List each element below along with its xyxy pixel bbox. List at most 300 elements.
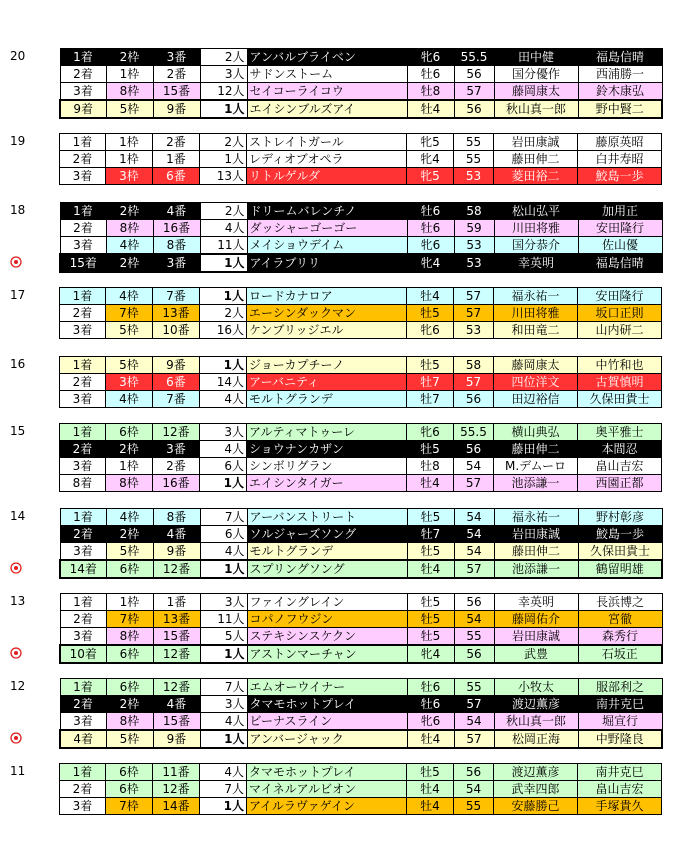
race-year-label: 19 — [10, 134, 26, 148]
sex-age-cell: 牡5 — [407, 305, 454, 322]
weight-cell: 56 — [454, 594, 494, 611]
sex-age-cell: 牝6 — [407, 424, 454, 441]
jockey-cell: 国分優作 — [494, 66, 578, 83]
gate-cell: 2枠 — [106, 696, 153, 713]
weight-cell: 54 — [454, 509, 494, 526]
trainer-cell: 藤原英昭 — [578, 134, 662, 151]
trainer-cell: 久保田貴士 — [578, 543, 662, 561]
weight-cell: 57 — [454, 475, 494, 492]
finish-cell: 10着 — [60, 645, 106, 663]
popularity-cell: 14人 — [200, 374, 247, 391]
weight-cell: 53 — [454, 254, 494, 272]
finish-cell: 2着 — [60, 66, 106, 83]
race-result-table — [59, 356, 662, 408]
finish-cell: 4着 — [60, 730, 106, 748]
jockey-cell: 池添謙一 — [494, 475, 578, 492]
gate-cell: 2枠 — [106, 203, 153, 220]
sex-age-cell: 牡5 — [407, 594, 454, 611]
race-year-label: 14 — [10, 509, 26, 523]
number-cell: 12番 — [153, 679, 200, 696]
gate-cell: 5枠 — [106, 357, 153, 374]
jockey-cell: 川田将雅 — [494, 220, 578, 237]
table-row — [60, 391, 662, 408]
sex-age-cell: 牝6 — [407, 237, 454, 255]
weight-cell: 57 — [454, 696, 494, 713]
finish-cell: 14着 — [60, 560, 106, 578]
popularity-cell: 1人 — [200, 645, 247, 663]
jockey-cell: 安藤勝己 — [494, 798, 578, 815]
number-cell: 3番 — [153, 49, 200, 66]
jockey-cell: 田中健 — [494, 49, 578, 66]
horse-cell: エイシンブルズアイ — [247, 100, 407, 118]
gate-cell: 2枠 — [106, 49, 153, 66]
number-cell: 2番 — [153, 458, 200, 475]
popularity-cell: 1人 — [200, 100, 247, 118]
weight-cell: 55 — [454, 798, 494, 815]
number-cell: 16番 — [153, 220, 200, 237]
race-result-table — [59, 678, 663, 749]
table-row — [60, 357, 662, 374]
weight-cell: 54 — [454, 611, 494, 628]
finish-cell: 1着 — [60, 509, 106, 526]
popularity-cell: 13人 — [200, 168, 247, 185]
horse-cell: セイコーライコウ — [247, 83, 407, 101]
trainer-cell: 鈴木康弘 — [578, 83, 662, 101]
trainer-cell: 安田隆行 — [578, 288, 662, 305]
table-row — [60, 781, 662, 798]
finish-cell: 3着 — [60, 628, 106, 646]
sex-age-cell: 牝4 — [407, 645, 454, 663]
weight-cell: 57 — [454, 374, 494, 391]
horse-cell: アイルラヴァゲイン — [247, 798, 407, 815]
jockey-cell: 松岡正海 — [494, 730, 578, 748]
jockey-cell: 藤岡康太 — [494, 357, 578, 374]
popularity-cell: 7人 — [200, 679, 247, 696]
number-cell: 2番 — [153, 134, 200, 151]
finish-cell: 2着 — [60, 305, 106, 322]
gate-cell: 1枠 — [106, 66, 153, 83]
popularity-cell: 2人 — [200, 49, 247, 66]
gate-cell: 6枠 — [106, 560, 153, 578]
table-row — [60, 254, 662, 272]
jockey-cell: 幸英明 — [494, 254, 578, 272]
table-row — [60, 730, 662, 748]
table-row — [60, 458, 662, 475]
horse-cell: アンバージャック — [247, 730, 407, 748]
gate-cell: 2枠 — [106, 526, 153, 543]
table-row — [60, 220, 662, 237]
finish-cell: 2着 — [60, 696, 106, 713]
sex-age-cell: 牡4 — [407, 798, 454, 815]
number-cell: 15番 — [153, 713, 200, 731]
number-cell: 16番 — [153, 475, 200, 492]
table-row — [60, 543, 662, 561]
gate-cell: 7枠 — [106, 305, 153, 322]
number-cell: 7番 — [153, 288, 200, 305]
finish-cell: 1着 — [60, 424, 106, 441]
weight-cell: 57 — [454, 560, 494, 578]
number-cell: 9番 — [153, 543, 200, 561]
table-row — [60, 66, 662, 83]
race-result-table — [59, 763, 662, 815]
trainer-cell: 野中賢二 — [578, 100, 662, 118]
race-year-label: 15 — [10, 424, 26, 438]
number-cell: 2番 — [153, 66, 200, 83]
sex-age-cell: 牡5 — [407, 543, 454, 561]
sex-age-cell: 牡5 — [407, 611, 454, 628]
race-year-label: 16 — [10, 357, 26, 371]
jockey-cell: 福永祐一 — [494, 509, 578, 526]
popularity-cell: 4人 — [200, 220, 247, 237]
popularity-cell: 1人 — [200, 560, 247, 578]
horse-cell: メイショウデイム — [247, 237, 407, 255]
gate-cell: 6枠 — [106, 645, 153, 663]
sex-age-cell: 牡5 — [407, 628, 454, 646]
gate-cell: 8枠 — [106, 713, 153, 731]
finish-cell: 3着 — [60, 391, 106, 408]
jockey-cell: 渡辺薫彦 — [494, 764, 578, 781]
target-mark-icon — [10, 256, 22, 268]
horse-cell: ステキシンスケクン — [247, 628, 407, 646]
popularity-cell: 1人 — [200, 357, 247, 374]
table-row — [60, 237, 662, 255]
gate-cell: 4枠 — [106, 509, 153, 526]
table-row — [60, 288, 662, 305]
table-row — [60, 424, 662, 441]
popularity-cell: 3人 — [200, 66, 247, 83]
sex-age-cell: 牡7 — [407, 391, 454, 408]
trainer-cell: 古賀慎明 — [578, 374, 662, 391]
trainer-cell: 手塚貴久 — [578, 798, 662, 815]
jockey-cell: M.デムーロ — [494, 458, 578, 475]
table-row — [60, 560, 662, 578]
popularity-cell: 5人 — [200, 628, 247, 646]
race-year-label: 17 — [10, 288, 26, 302]
horse-cell: モルトグランデ — [247, 543, 407, 561]
race-year-label: 20 — [10, 49, 26, 63]
table-row — [60, 168, 662, 185]
popularity-cell: 1人 — [200, 254, 247, 272]
weight-cell: 54 — [454, 713, 494, 731]
table-row — [60, 49, 662, 66]
number-cell: 10番 — [153, 322, 200, 339]
number-cell: 1番 — [153, 594, 200, 611]
finish-cell: 2着 — [60, 611, 106, 628]
finish-cell: 9着 — [60, 100, 106, 118]
jockey-cell: 四位洋文 — [494, 374, 578, 391]
target-mark-icon — [10, 732, 22, 744]
horse-cell: リトルゲルダ — [247, 168, 407, 185]
trainer-cell: 福島信晴 — [578, 49, 662, 66]
horse-cell: モルトグランデ — [247, 391, 407, 408]
finish-cell: 3着 — [60, 798, 106, 815]
number-cell: 4番 — [153, 696, 200, 713]
trainer-cell: 加用正 — [578, 203, 662, 220]
sex-age-cell: 牡5 — [407, 764, 454, 781]
trainer-cell: 南井克巳 — [578, 764, 662, 781]
jockey-cell: 福永祐一 — [494, 288, 578, 305]
table-row — [60, 509, 662, 526]
jockey-cell: 藤田伸二 — [494, 543, 578, 561]
trainer-cell: 鮫島一歩 — [578, 526, 662, 543]
table-row — [60, 526, 662, 543]
race-result-table — [59, 202, 663, 273]
table-row — [60, 764, 662, 781]
horse-cell: スプリングソング — [247, 560, 407, 578]
popularity-cell: 7人 — [200, 509, 247, 526]
jockey-cell: 幸英明 — [494, 594, 578, 611]
target-mark-icon — [10, 562, 22, 574]
horse-cell: ファイングレイン — [247, 594, 407, 611]
sex-age-cell: 牡4 — [407, 560, 454, 578]
sex-age-cell: 牝5 — [407, 168, 454, 185]
number-cell: 12番 — [153, 560, 200, 578]
horse-cell: サドンストーム — [247, 66, 407, 83]
table-row — [60, 151, 662, 168]
sex-age-cell: 牡4 — [407, 288, 454, 305]
popularity-cell: 4人 — [200, 713, 247, 731]
table-row — [60, 305, 662, 322]
gate-cell: 8枠 — [106, 83, 153, 101]
sex-age-cell: 牡4 — [407, 100, 454, 118]
trainer-cell: 佐山優 — [578, 237, 662, 255]
number-cell: 15番 — [153, 83, 200, 101]
jockey-cell: 小牧太 — [494, 679, 578, 696]
sex-age-cell: 牡6 — [407, 696, 454, 713]
popularity-cell: 3人 — [200, 424, 247, 441]
number-cell: 6番 — [153, 374, 200, 391]
trainer-cell: 服部利之 — [578, 679, 662, 696]
gate-cell: 4枠 — [106, 237, 153, 255]
weight-cell: 56 — [454, 764, 494, 781]
trainer-cell: 石坂正 — [578, 645, 662, 663]
horse-cell: エーシンダックマン — [247, 305, 407, 322]
horse-cell: タマモホットプレイ — [247, 764, 407, 781]
race-result-table — [59, 48, 663, 119]
finish-cell: 1着 — [60, 288, 106, 305]
horse-cell: ケンブリッジエル — [247, 322, 407, 339]
trainer-cell: 長浜博之 — [578, 594, 662, 611]
gate-cell: 8枠 — [106, 628, 153, 646]
popularity-cell: 1人 — [200, 288, 247, 305]
popularity-cell: 6人 — [200, 526, 247, 543]
weight-cell: 58 — [454, 357, 494, 374]
sex-age-cell: 牡8 — [407, 458, 454, 475]
popularity-cell: 3人 — [200, 696, 247, 713]
horse-cell: コパノフウジン — [247, 611, 407, 628]
sex-age-cell: 牡7 — [407, 526, 454, 543]
trainer-cell: 山内研二 — [578, 322, 662, 339]
jockey-cell: 藤岡佑介 — [494, 611, 578, 628]
finish-cell: 1着 — [60, 679, 106, 696]
sex-age-cell: 牡4 — [407, 781, 454, 798]
sex-age-cell: 牡6 — [407, 220, 454, 237]
finish-cell: 3着 — [60, 543, 106, 561]
trainer-cell: 南井克巳 — [578, 696, 662, 713]
finish-cell: 2着 — [60, 374, 106, 391]
gate-cell: 5枠 — [106, 322, 153, 339]
number-cell: 12番 — [153, 424, 200, 441]
weight-cell: 57 — [454, 305, 494, 322]
trainer-cell: 中野隆良 — [578, 730, 662, 748]
trainer-cell: 本間忍 — [578, 441, 662, 458]
table-row — [60, 374, 662, 391]
horse-cell: アーバニティ — [247, 374, 407, 391]
sex-age-cell: 牝6 — [407, 713, 454, 731]
gate-cell: 2枠 — [106, 254, 153, 272]
race-result-table — [59, 133, 662, 185]
sex-age-cell: 牝6 — [407, 49, 454, 66]
table-row — [60, 696, 662, 713]
jockey-cell: 藤田伸二 — [494, 441, 578, 458]
gate-cell: 1枠 — [106, 151, 153, 168]
race-result-table — [59, 423, 662, 492]
horse-cell: ビーナスライン — [247, 713, 407, 731]
weight-cell: 53 — [454, 322, 494, 339]
finish-cell: 3着 — [60, 458, 106, 475]
jockey-cell: 渡辺薫彦 — [494, 696, 578, 713]
popularity-cell: 11人 — [200, 237, 247, 255]
weight-cell: 55 — [454, 679, 494, 696]
weight-cell: 54 — [454, 543, 494, 561]
popularity-cell: 1人 — [200, 475, 247, 492]
number-cell: 6番 — [153, 168, 200, 185]
gate-cell: 5枠 — [106, 730, 153, 748]
popularity-cell: 4人 — [200, 391, 247, 408]
trainer-cell: 久保田貴士 — [578, 391, 662, 408]
popularity-cell: 1人 — [200, 730, 247, 748]
finish-cell: 15着 — [60, 254, 106, 272]
race-year-label: 11 — [10, 764, 26, 778]
gate-cell: 6枠 — [106, 679, 153, 696]
trainer-cell: 堀宣行 — [578, 713, 662, 731]
popularity-cell: 16人 — [200, 322, 247, 339]
gate-cell: 2枠 — [106, 441, 153, 458]
table-row — [60, 203, 662, 220]
popularity-cell: 2人 — [200, 305, 247, 322]
target-mark-icon — [10, 647, 22, 659]
finish-cell: 1着 — [60, 134, 106, 151]
table-row — [60, 322, 662, 339]
finish-cell: 1着 — [60, 357, 106, 374]
popularity-cell: 4人 — [200, 764, 247, 781]
jockey-cell: 川田将雅 — [494, 305, 578, 322]
gate-cell: 1枠 — [106, 134, 153, 151]
table-row — [60, 594, 662, 611]
race-year-label: 18 — [10, 203, 26, 217]
gate-cell: 4枠 — [106, 391, 153, 408]
popularity-cell: 4人 — [200, 441, 247, 458]
number-cell: 3番 — [153, 441, 200, 458]
trainer-cell: 森秀行 — [578, 628, 662, 646]
weight-cell: 59 — [454, 220, 494, 237]
weight-cell: 57 — [454, 83, 494, 101]
trainer-cell: 鶴留明雄 — [578, 560, 662, 578]
trainer-cell: 奥平雅士 — [578, 424, 662, 441]
number-cell: 7番 — [153, 391, 200, 408]
horse-cell: ショウナンカザン — [247, 441, 407, 458]
table-row — [60, 134, 662, 151]
number-cell: 4番 — [153, 526, 200, 543]
table-row — [60, 441, 662, 458]
popularity-cell: 1人 — [200, 151, 247, 168]
table-row — [60, 83, 662, 101]
horse-cell: ダッシャーゴーゴー — [247, 220, 407, 237]
trainer-cell: 白井寿昭 — [578, 151, 662, 168]
weight-cell: 54 — [454, 458, 494, 475]
table-row — [60, 645, 662, 663]
finish-cell: 3着 — [60, 168, 106, 185]
sex-age-cell: 牡5 — [407, 357, 454, 374]
weight-cell: 58 — [454, 203, 494, 220]
finish-cell: 3着 — [60, 322, 106, 339]
weight-cell: 55 — [454, 151, 494, 168]
gate-cell: 5枠 — [106, 100, 153, 118]
number-cell: 13番 — [153, 305, 200, 322]
number-cell: 9番 — [153, 100, 200, 118]
trainer-cell: 坂口正則 — [578, 305, 662, 322]
gate-cell: 8枠 — [106, 220, 153, 237]
gate-cell: 7枠 — [106, 798, 153, 815]
jockey-cell: 横山典弘 — [494, 424, 578, 441]
finish-cell: 1着 — [60, 594, 106, 611]
sex-age-cell: 牡6 — [407, 203, 454, 220]
number-cell: 15番 — [153, 628, 200, 646]
gate-cell: 5枠 — [106, 543, 153, 561]
number-cell: 14番 — [153, 798, 200, 815]
weight-cell: 56 — [454, 100, 494, 118]
gate-cell: 6枠 — [106, 764, 153, 781]
jockey-cell: 藤岡康太 — [494, 83, 578, 101]
popularity-cell: 12人 — [200, 83, 247, 101]
horse-cell: エムオーウイナー — [247, 679, 407, 696]
jockey-cell: 武幸四郎 — [494, 781, 578, 798]
finish-cell: 2着 — [60, 220, 106, 237]
trainer-cell: 鮫島一歩 — [578, 168, 662, 185]
number-cell: 8番 — [153, 237, 200, 255]
gate-cell: 7枠 — [106, 611, 153, 628]
weight-cell: 53 — [454, 168, 494, 185]
sex-age-cell: 牝5 — [407, 134, 454, 151]
weight-cell: 53 — [454, 237, 494, 255]
sex-age-cell: 牡5 — [407, 509, 454, 526]
trainer-cell: 西園正都 — [578, 475, 662, 492]
finish-cell: 3着 — [60, 713, 106, 731]
popularity-cell: 4人 — [200, 543, 247, 561]
gate-cell: 1枠 — [106, 458, 153, 475]
race-year-label: 12 — [10, 679, 26, 693]
popularity-cell: 2人 — [200, 203, 247, 220]
trainer-cell: 野村彰彦 — [578, 509, 662, 526]
horse-cell: アンバルブライベン — [247, 49, 407, 66]
jockey-cell: 和田竜二 — [494, 322, 578, 339]
gate-cell: 6枠 — [106, 781, 153, 798]
horse-cell: アイラブリリ — [247, 254, 407, 272]
jockey-cell: 岩田康誠 — [494, 526, 578, 543]
number-cell: 8番 — [153, 509, 200, 526]
horse-cell: ソルジャーズソング — [247, 526, 407, 543]
table-row — [60, 679, 662, 696]
trainer-cell: 中竹和也 — [578, 357, 662, 374]
horse-cell: ジョーカプチーノ — [247, 357, 407, 374]
horse-cell: ロードカナロア — [247, 288, 407, 305]
weight-cell: 55.5 — [454, 424, 494, 441]
trainer-cell: 西浦勝一 — [578, 66, 662, 83]
finish-cell: 3着 — [60, 237, 106, 255]
sex-age-cell: 牝4 — [407, 151, 454, 168]
sex-age-cell: 牝6 — [407, 322, 454, 339]
number-cell: 4番 — [153, 203, 200, 220]
